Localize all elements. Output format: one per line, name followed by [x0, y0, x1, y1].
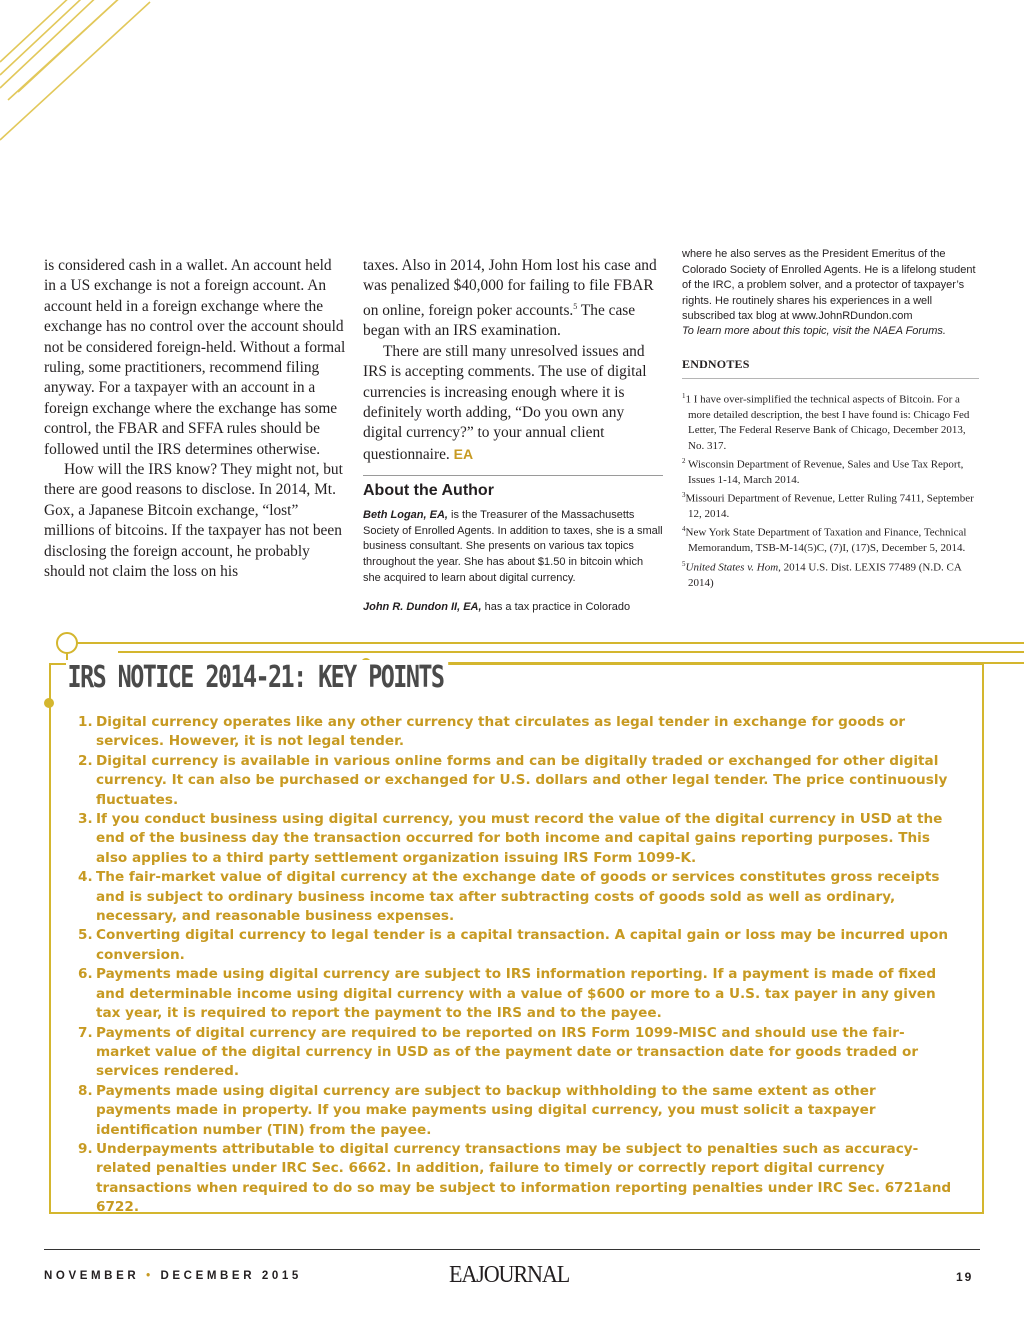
- footer-divider: [44, 1249, 980, 1250]
- ea-journal-logo: EAJOURNAL: [449, 1262, 570, 1288]
- key-point-number: 1.: [78, 714, 93, 730]
- naea-forums-note: To learn more about this topic, visit the NAEA Forums.: [682, 324, 946, 337]
- endnote-number: 5: [682, 559, 686, 568]
- key-point-item: [72, 810, 952, 868]
- key-point-text: If you conduct business using digital currency, you must record the value of the digital currency in USD at the end of the business day the transaction occurred for both income and capital gains reporting purposes. This also applies to a third party settlement organization issuing IRS Form 1099-K.: [96, 811, 943, 866]
- key-point-number: 3.: [78, 811, 93, 828]
- key-point-text: Converting digital currency to legal tender is a capital transaction. A capital gain or loss may be incurred upon conversion.: [96, 927, 949, 963]
- key-point-item: [72, 1082, 952, 1140]
- endnote-number: 1: [682, 391, 686, 400]
- footer-bullet: •: [146, 1270, 154, 1282]
- key-point-number: 7.: [78, 1024, 93, 1041]
- endnote-number: 3: [682, 491, 686, 500]
- endnote-number: 4: [682, 525, 686, 534]
- column2-paragraph-1-text: taxes. Also in 2014, John Hom lost his case and was penalized $40,000 for failing to file FBAR on online, foreign poker accounts.: [363, 257, 657, 319]
- footer-month-1: NOVEMBER: [44, 1270, 140, 1282]
- footer-issue-date: [44, 1270, 302, 1282]
- key-point-number: 9.: [78, 1140, 93, 1157]
- key-point-item: [72, 965, 952, 1023]
- key-point-item: [72, 713, 952, 752]
- column1-paragraph-1: is considered cash in a wallet. An account held in a US exchange is not a foreign account. An account held in a foreign exchange where the exchange has no control over the account should not be considered foreign-held. Without a formal ruling, some practitioners, recommend filing anyway. For a taxpayer with an account in a foreign exchange where the exchange has some control, the FBAR and SFFA rules should be followed until the IRS determines otherwise.: [44, 257, 346, 458]
- key-point-text: The fair-market value of digital currency at the exchange date of goods or services constitutes gross receipts and is subject to ordinary business income tax after subtracting costs of goods sold as well as ordinary, necessary, and reasonable business expenses.: [96, 869, 940, 925]
- author-name-beth-logan: Beth Logan, EA,: [363, 509, 448, 522]
- key-point-text: Payments of digital currency are required to be reported on IRS Form 1099-MISC and should use the fair-market value of the digital currency in USD as of the payment date or transaction date for goods traded or services rendered.: [96, 1024, 919, 1080]
- key-point-text: Payments made using digital currency are subject to IRS information reporting. If a payment is made of fixed and determinable income using digital currency with a value of $600 or more to a U.S. tax payer in any given tax year, it is required to report the payment to the IRS and to the payee.: [96, 966, 937, 1022]
- column2-paragraph-1-tail: The case began with an IRS examination.: [363, 301, 636, 340]
- column2-paragraph-2-text: There are still many unresolved issues and IRS is accepting comments. The use of digital currencies is increasing enough where it is definitely worth adding, “Do you own any digital currency?” to your annual client questionnaire.: [363, 342, 647, 463]
- ea-end-mark: EA: [453, 445, 474, 462]
- endnote-text: 1 I have over-simplified the technical aspects of Bitcoin. For a more detailed description, the best I have found is: Chicago Fed Letter, The Federal Reserve Bank of Chicago, December 2013, No. 317.: [685, 393, 970, 452]
- footnote-ref-5: 5: [573, 301, 578, 311]
- key-point-text: Payments made using digital currency are subject to backup withholding to the same extent as other payments made in property. If you make payments using digital currency, you must solicit a taxpayer identification number (TIN) from the payee.: [96, 1082, 876, 1138]
- endnote-case-name: United States v. Hom: [685, 561, 779, 574]
- key-point-item: [72, 1140, 952, 1218]
- key-point-item: [72, 926, 952, 965]
- key-point-text: Digital currency is available in various online forms and can be digitally traded or exchanged for other digital currency. It can also be purchased or exchanged for U.S. dollars and other legal tender. The price continuously fluctuates.: [96, 752, 948, 808]
- endnote-text: Missouri Department of Revenue, Letter Ruling 7411, September 12, 2014.: [685, 492, 974, 521]
- key-point-item: [72, 1024, 952, 1082]
- key-point-number: 6.: [78, 966, 93, 983]
- irs-notice-key-points-list: [72, 713, 952, 1218]
- endnote-text: , 2014 U.S. Dist. LEXIS 77489 (N.D. CA 2014): [688, 561, 962, 589]
- author-bio-john-dundon-text: has a tax practice in Colorado: [481, 601, 631, 614]
- key-point-text: Digital currency operates like any other currency that circulates as legal tender in exchange for goods or services. However, it is not legal tender.: [96, 714, 906, 750]
- key-point-text: Underpayments attributable to digital currency transactions may be subject to penalties such as accuracy-related penalties under IRC Sec. 6662. In addition, failure to timely or correctly report digital currency transactions when required to do so may be subject to information reporting penalties under IRC Sec. 6721and 6722.: [96, 1140, 952, 1216]
- key-point-number: 8.: [78, 1082, 93, 1099]
- key-point-item: [72, 752, 952, 810]
- endnote-text: Wisconsin Department of Revenue, Sales and Use Tax Report, Issues 1-14, March 2014.: [685, 458, 964, 486]
- column1-paragraph-2: How will the IRS know? They might not, but there are good reasons to disclose. In 2014, Mt. Gox, a Japanese Bitcoin exchange, “lost” millions of bitcoins. If the taxpayer has not been disclosing the foreign account, he probably should not claim the loss on his: [44, 461, 343, 581]
- key-point-number: 2.: [78, 752, 93, 769]
- irs-notice-title: IRS NOTICE 2014-21: KEY POINTS: [66, 660, 448, 695]
- endnote-number: 2: [682, 456, 686, 465]
- key-point-number: 4.: [78, 869, 93, 886]
- author-bio-beth-logan-text: is the Treasurer of the Massachusetts Society of Enrolled Agents. In addition to taxes, she is a small business consultant. She presents on various tax topics throughout the year. She has about $1.50 in bitcoin which she acquired to learn about digital currency.: [363, 509, 663, 584]
- key-point-item: [72, 868, 952, 926]
- endnote-text: New York State Department of Taxation and Finance, Technical Memorandum, TSB-M-14(5)C, (7)I, (17)S, December 5, 2014.: [685, 526, 967, 555]
- key-point-number: 5.: [78, 927, 93, 944]
- footer-month-2: DECEMBER 2015: [160, 1270, 302, 1282]
- about-author-heading: About the Author: [363, 482, 494, 500]
- endnotes-heading: ENDNOTES: [682, 356, 750, 371]
- page-number: 19: [956, 1270, 974, 1284]
- author-name-john-dundon: John R. Dundon II, EA,: [363, 601, 482, 614]
- author-bio-john-dundon-continued: where he also serves as the President Emeritus of the Colorado Society of Enrolled Agents. He is a lifelong student of the IRC, a problem solver, and a protector of taxpayer’s rights. He routinely shares his experiences in a well subscribed tax blog at www.JohnRDundon.com: [682, 248, 976, 323]
